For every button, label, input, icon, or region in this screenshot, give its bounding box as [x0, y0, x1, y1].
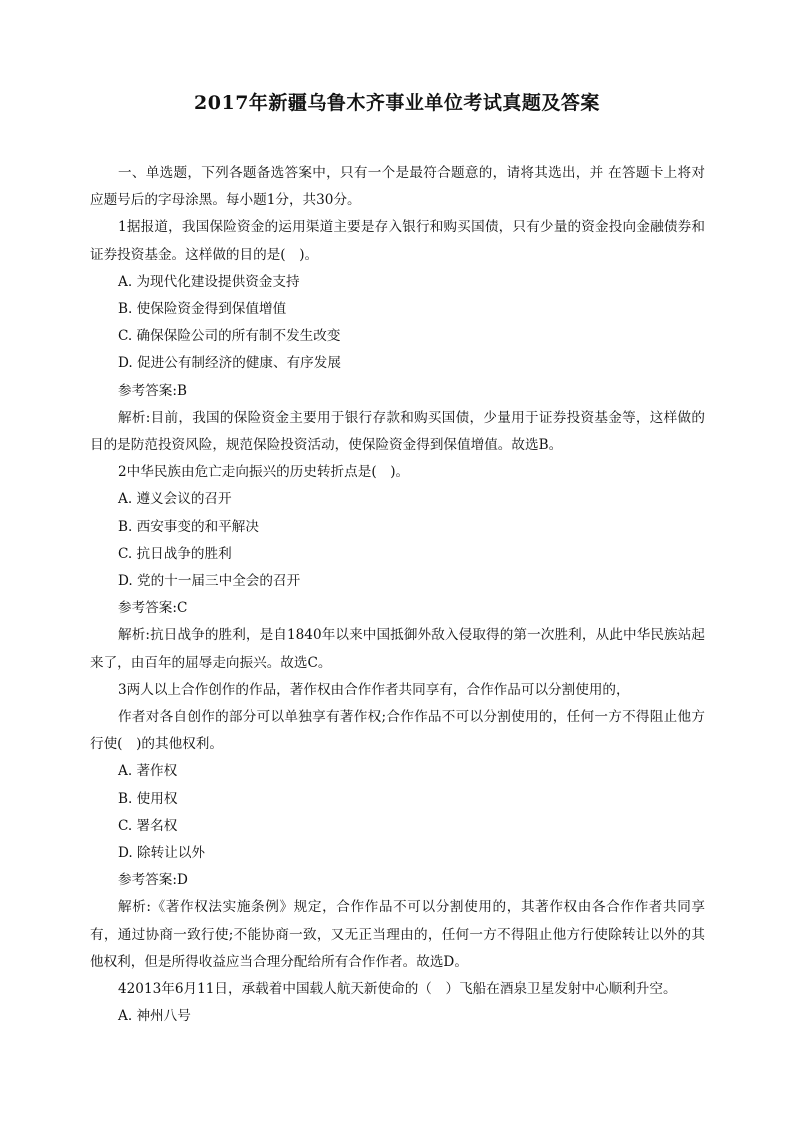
question-2-option-d: D. 党的十一届三中全会的召开	[118, 573, 301, 590]
question-2-answer: 参考答案:C	[118, 600, 188, 617]
question-3-analysis: 解析:《著作权法实施条例》规定，合作作品不可以分割使用的，其著作权由各合作作者共同享有，通过协商一致行使;不能协商一致，又无正当理由的，任何一方不得阻止他方行使除转让以外的其他权利，但是所得收益应当合理分配给所有合作作者。故选D。	[90, 899, 705, 970]
question-1-option-b: B. 使保险资金得到保值增值	[118, 301, 287, 318]
question-2-analysis: 解析:抗日战争的胜利，是自1840年以来中国抵御外敌入侵取得的第一次胜利，从此中华民族站起来了，由百年的屈辱走向振兴。故选C。	[90, 627, 705, 671]
question-3-option-d: D. 除转让以外	[118, 845, 206, 862]
question-3-answer: 参考答案:D	[118, 872, 188, 889]
section-intro: 一、单选题，下列各题备选答案中，只有一个是最符合题意的，请将其选出，并 在答题卡上将对应题号后的字母涂黑。每小题1分，共30分。	[90, 165, 705, 209]
question-3-option-a: A. 著作权	[118, 763, 178, 780]
question-3-option-c: C. 署名权	[118, 817, 178, 834]
question-2-option-c: C. 抗日战争的胜利	[118, 545, 232, 562]
question-2-stem: 2中华民族由危亡走向振兴的历史转折点是( )。	[118, 464, 410, 481]
document-body	[90, 160, 705, 1031]
question-1-option-c: C. 确保保险公司的所有制不发生改变	[118, 328, 341, 345]
question-1-option-a: A. 为现代化建设提供资金支持	[118, 273, 300, 290]
question-4-option-a: A. 神州八号	[118, 1008, 191, 1025]
question-3-option-b: B. 使用权	[118, 790, 178, 807]
question-1-option-d: D. 促进公有制经济的健康、有序发展	[118, 355, 341, 372]
page-title: 2017年新疆乌鲁木齐事业单位考试真题及答案	[194, 92, 600, 114]
question-2-option-a: A. 遵义会议的召开	[118, 491, 232, 508]
question-1-stem: 1据报道，我国保险资金的运用渠道主要是存入银行和购买国债，只有少量的资金投向金融债券和证券投资基金。这样做的目的是( )。	[90, 219, 705, 263]
question-1-analysis: 解析:目前，我国的保险资金主要用于银行存款和购买国债，少量用于证券投资基金等，这样做的目的是防范投资风险，规范保险投资活动，使保险资金得到保值增值。故选B。	[90, 409, 705, 454]
question-4-stem: 42013年6月11日，承载着中国载人航天新使命的（ ）飞船在酒泉卫星发射中心顺利升空。	[118, 981, 677, 998]
question-2-option-b: B. 西安事变的和平解决	[118, 518, 259, 535]
question-3-stem-line-1: 3两人以上合作创作的作品，著作权由合作作者共同享有，合作作品可以分割使用的，	[118, 681, 630, 698]
question-1-answer: 参考答案:B	[118, 382, 187, 399]
question-3-stem-line-2: 作者对各自创作的部分可以单独享有著作权;合作作品不可以分割使用的，任何一方不得阻止他方行使( )的其他权利。	[90, 709, 705, 753]
